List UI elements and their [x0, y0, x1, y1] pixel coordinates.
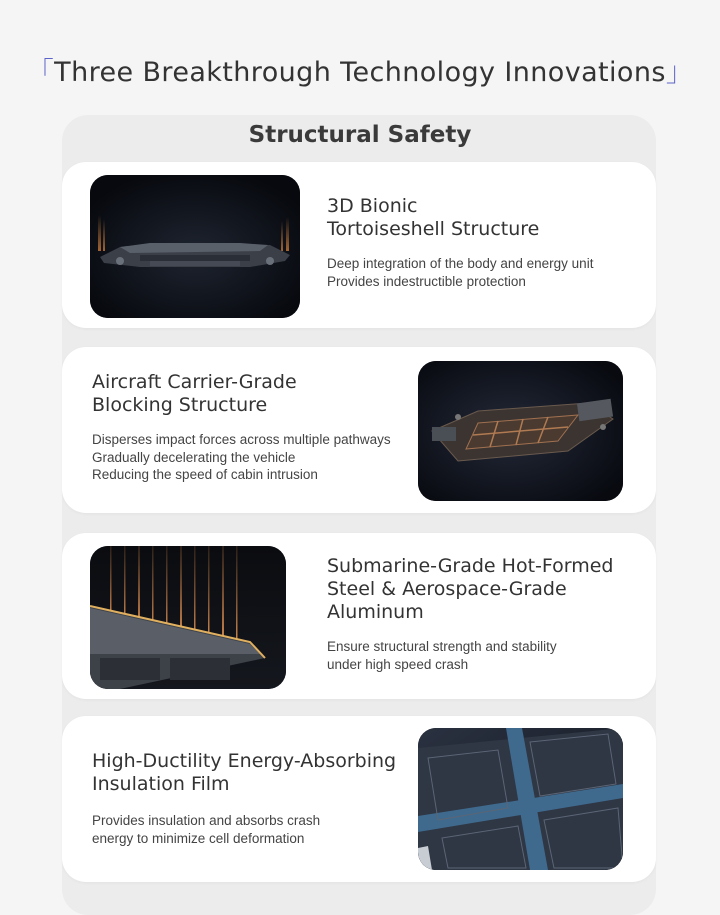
bracket-open: 「: [26, 57, 55, 88]
feature-description: Provides insulation and absorbs crash energy to minimize cell deformation: [92, 813, 321, 846]
page-title: [0, 50, 720, 89]
chassis-frame-image: [418, 361, 623, 501]
feature-description: Ensure structural strength and stability under high speed crash: [327, 639, 557, 672]
feature-description: Disperses impact forces across multiple pathways Gradually decelerating the vehicle Reducing the speed of cabin intrusion: [92, 432, 391, 482]
feature-title: Submarine-Grade Hot-Formed Steel & Aerospace-Grade Aluminum: [327, 555, 614, 623]
steel-frame-image: [90, 546, 286, 689]
section-title: Structural Safety: [248, 122, 472, 148]
chassis-side-image: [90, 175, 300, 318]
battery-pack-image: [418, 728, 623, 870]
feature-card-tortoiseshell: [62, 162, 656, 328]
page-title-text: Three Breakthrough Technology Innovations: [54, 57, 666, 88]
feature-description: Deep integration of the body and energy unit Provides indestructible protection: [327, 256, 594, 289]
feature-card-steel: [62, 533, 656, 699]
chassis-frame-graphic: [418, 361, 623, 501]
feature-title: Aircraft Carrier-Grade Blocking Structure: [92, 371, 297, 416]
chassis-side-graphic: [90, 175, 300, 318]
feature-title: High-Ductility Energy-Absorbing Insulation Film: [92, 750, 397, 795]
bracket-close: 」: [665, 57, 694, 88]
feature-title: 3D Bionic Tortoiseshell Structure: [327, 195, 540, 240]
steel-frame-graphic: [90, 546, 286, 689]
feature-card-insulation: [62, 716, 656, 882]
feature-card-blocking: [62, 347, 656, 513]
battery-pack-graphic: [418, 728, 623, 870]
